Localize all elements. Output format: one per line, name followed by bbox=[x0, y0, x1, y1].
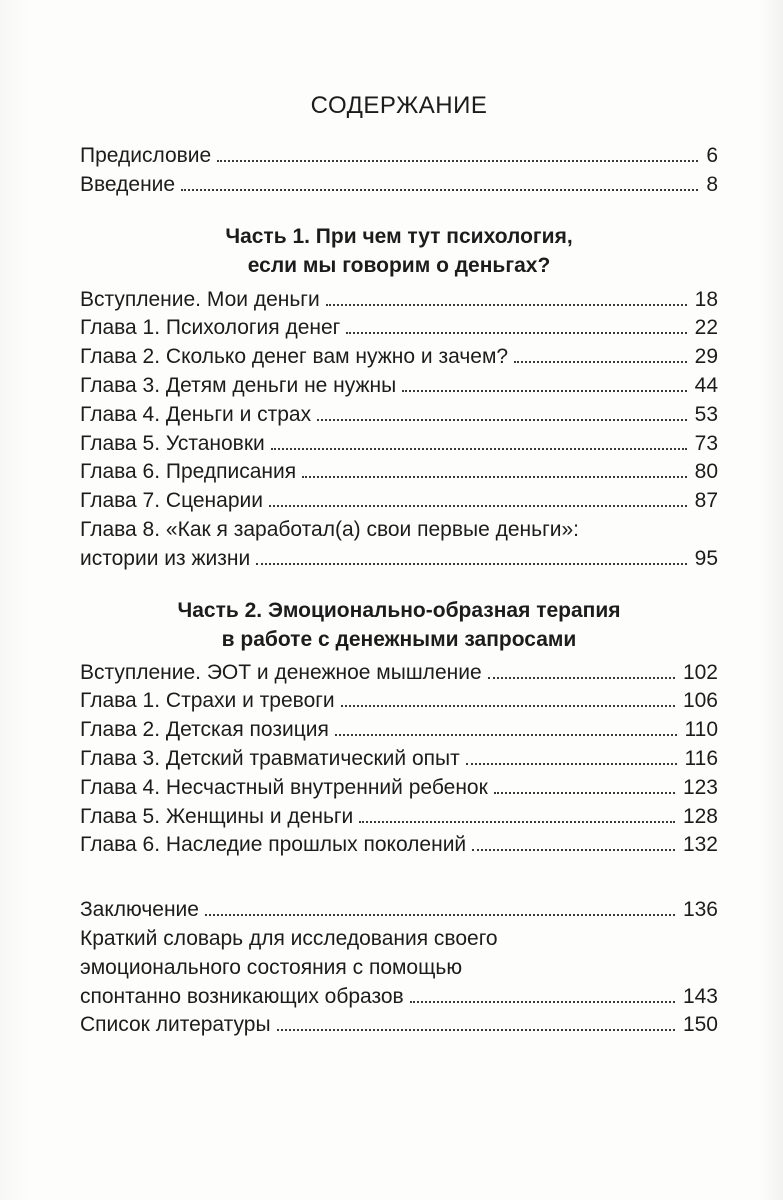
toc-entry-label: Глава 3. Детям деньги не нужны bbox=[80, 373, 397, 397]
toc-entry-label: Глава 3. Детский травматический опыт bbox=[80, 746, 460, 770]
dot-leader bbox=[335, 734, 677, 736]
toc-entry-page: 87 bbox=[694, 489, 718, 513]
toc-entry-label: Глава 6. Предписания bbox=[80, 460, 297, 484]
toc-entry-label: Введение bbox=[80, 172, 176, 196]
toc-entry bbox=[80, 745, 718, 774]
toc-entry-label: Глава 2. Детская позиция bbox=[80, 718, 329, 742]
dot-leader bbox=[271, 448, 687, 450]
toc-entry bbox=[80, 716, 718, 745]
toc-entry bbox=[80, 343, 718, 372]
toc-entry bbox=[80, 545, 718, 574]
dot-leader bbox=[256, 563, 686, 565]
toc-entry-page: 80 bbox=[694, 460, 718, 484]
toc-entry-label: Глава 1. Психология денег bbox=[80, 316, 341, 340]
toc-entry-first-line bbox=[80, 516, 718, 545]
dot-leader bbox=[205, 914, 675, 916]
toc-entry-label: Список литературы bbox=[80, 1013, 271, 1037]
toc-entry-page: 53 bbox=[694, 402, 718, 426]
toc-entry-page: 22 bbox=[694, 316, 718, 340]
toc-entry bbox=[80, 314, 718, 343]
toc-entry-label: Глава 1. Страхи и тревоги bbox=[80, 689, 335, 713]
dot-leader bbox=[488, 677, 675, 679]
toc-entry-page: 116 bbox=[684, 746, 718, 770]
dot-leader bbox=[466, 763, 677, 765]
toc-entry-label: Предисловие bbox=[80, 144, 212, 167]
part-2-heading-line: в работе с денежными запросами bbox=[221, 627, 577, 651]
toc-entry-page: 6 bbox=[706, 144, 718, 167]
part-1-heading bbox=[80, 222, 718, 280]
part-1-heading-line: Часть 1. При чем тут психология, bbox=[225, 224, 573, 248]
toc-entry-page: 8 bbox=[706, 172, 718, 196]
toc-entry bbox=[80, 487, 718, 516]
toc-entry bbox=[80, 896, 718, 925]
dot-leader bbox=[359, 821, 675, 823]
toc-entry bbox=[80, 372, 718, 401]
toc-entry-label: Глава 8. «Как я заработал(а) свои первые деньги»: bbox=[80, 517, 579, 541]
dot-leader bbox=[181, 189, 698, 191]
toc-entry-page: 73 bbox=[694, 431, 718, 455]
toc-entry-page: 29 bbox=[694, 345, 718, 369]
toc-entry bbox=[80, 142, 718, 171]
dot-leader bbox=[402, 390, 686, 392]
part-2-heading bbox=[80, 596, 718, 654]
toc-entry bbox=[80, 171, 718, 200]
dot-leader bbox=[326, 304, 687, 306]
toc-entry-page: 132 bbox=[682, 833, 718, 857]
toc-entry bbox=[80, 659, 718, 688]
toc-entry-page: 102 bbox=[682, 660, 718, 684]
toc-entry-label: Вступление. ЭОТ и денежное мышление bbox=[80, 660, 482, 684]
toc-entry-page: 44 bbox=[694, 373, 718, 397]
toc-entry-label: Глава 4. Несчастный внутренний ребенок bbox=[80, 775, 488, 799]
toc-entry-label: Глава 5. Женщины и деньги bbox=[80, 804, 354, 828]
toc-entry bbox=[80, 831, 718, 860]
toc-entry bbox=[80, 687, 718, 716]
toc-entry-middle-line bbox=[80, 954, 718, 983]
toc-entry-page: 110 bbox=[684, 718, 718, 742]
toc-entry bbox=[80, 803, 718, 832]
dot-leader bbox=[494, 792, 675, 794]
toc-entry-label: Заключение bbox=[80, 898, 199, 922]
toc-entry-page: 18 bbox=[694, 287, 718, 311]
toc-entry-label: Глава 6. Наследие прошлых поколений bbox=[80, 833, 467, 857]
dot-leader bbox=[269, 505, 687, 507]
toc-entry bbox=[80, 983, 718, 1012]
toc-entry-page: 128 bbox=[682, 804, 718, 828]
toc-entry bbox=[80, 1011, 718, 1040]
toc-entry bbox=[80, 401, 718, 430]
part-1-heading-line: если мы говорим о деньгах? bbox=[247, 253, 551, 277]
dot-leader bbox=[317, 419, 687, 421]
table-of-contents bbox=[80, 90, 718, 1040]
toc-entry-page: 136 bbox=[682, 898, 718, 922]
dot-leader bbox=[217, 160, 698, 162]
toc-entry-page: 143 bbox=[682, 984, 718, 1008]
toc-entry-first-line bbox=[80, 925, 718, 954]
dot-leader bbox=[302, 476, 687, 478]
toc-entry-page: 123 bbox=[682, 775, 718, 799]
toc-entry-label: Глава 7. Сценарии bbox=[80, 489, 263, 513]
dot-leader bbox=[514, 361, 687, 363]
toc-entry bbox=[80, 430, 718, 459]
toc-entry-page: 150 bbox=[682, 1013, 718, 1037]
toc-entry-label: Глава 5. Установки bbox=[80, 431, 265, 455]
toc-entry bbox=[80, 286, 718, 315]
dot-leader bbox=[346, 332, 686, 334]
toc-entry-page: 106 bbox=[682, 689, 718, 713]
toc-entry-label: Краткий словарь для исследования своего bbox=[80, 926, 498, 950]
dot-leader bbox=[277, 1029, 675, 1031]
toc-entry bbox=[80, 774, 718, 803]
toc-entry-label: Глава 2. Сколько денег вам нужно и зачем? bbox=[80, 345, 509, 369]
toc-entry bbox=[80, 458, 718, 487]
part-2-heading-line: Часть 2. Эмоционально-образная терапия bbox=[177, 598, 621, 622]
dot-leader bbox=[341, 705, 675, 707]
dot-leader bbox=[472, 849, 675, 851]
toc-entry-label: истории из жизни bbox=[80, 546, 251, 570]
toc-entry-label: Глава 4. Деньги и страх bbox=[80, 402, 312, 426]
toc-entry-page: 95 bbox=[694, 546, 718, 570]
toc-entry-label: Вступление. Мои деньги bbox=[80, 287, 320, 311]
dot-leader bbox=[410, 1001, 675, 1003]
page-title: СОДЕРЖАНИЕ bbox=[310, 92, 488, 119]
toc-entry-label: эмоционального состояния с помощью bbox=[80, 955, 463, 979]
toc-entry-label: спонтанно возникающих образов bbox=[80, 984, 404, 1008]
